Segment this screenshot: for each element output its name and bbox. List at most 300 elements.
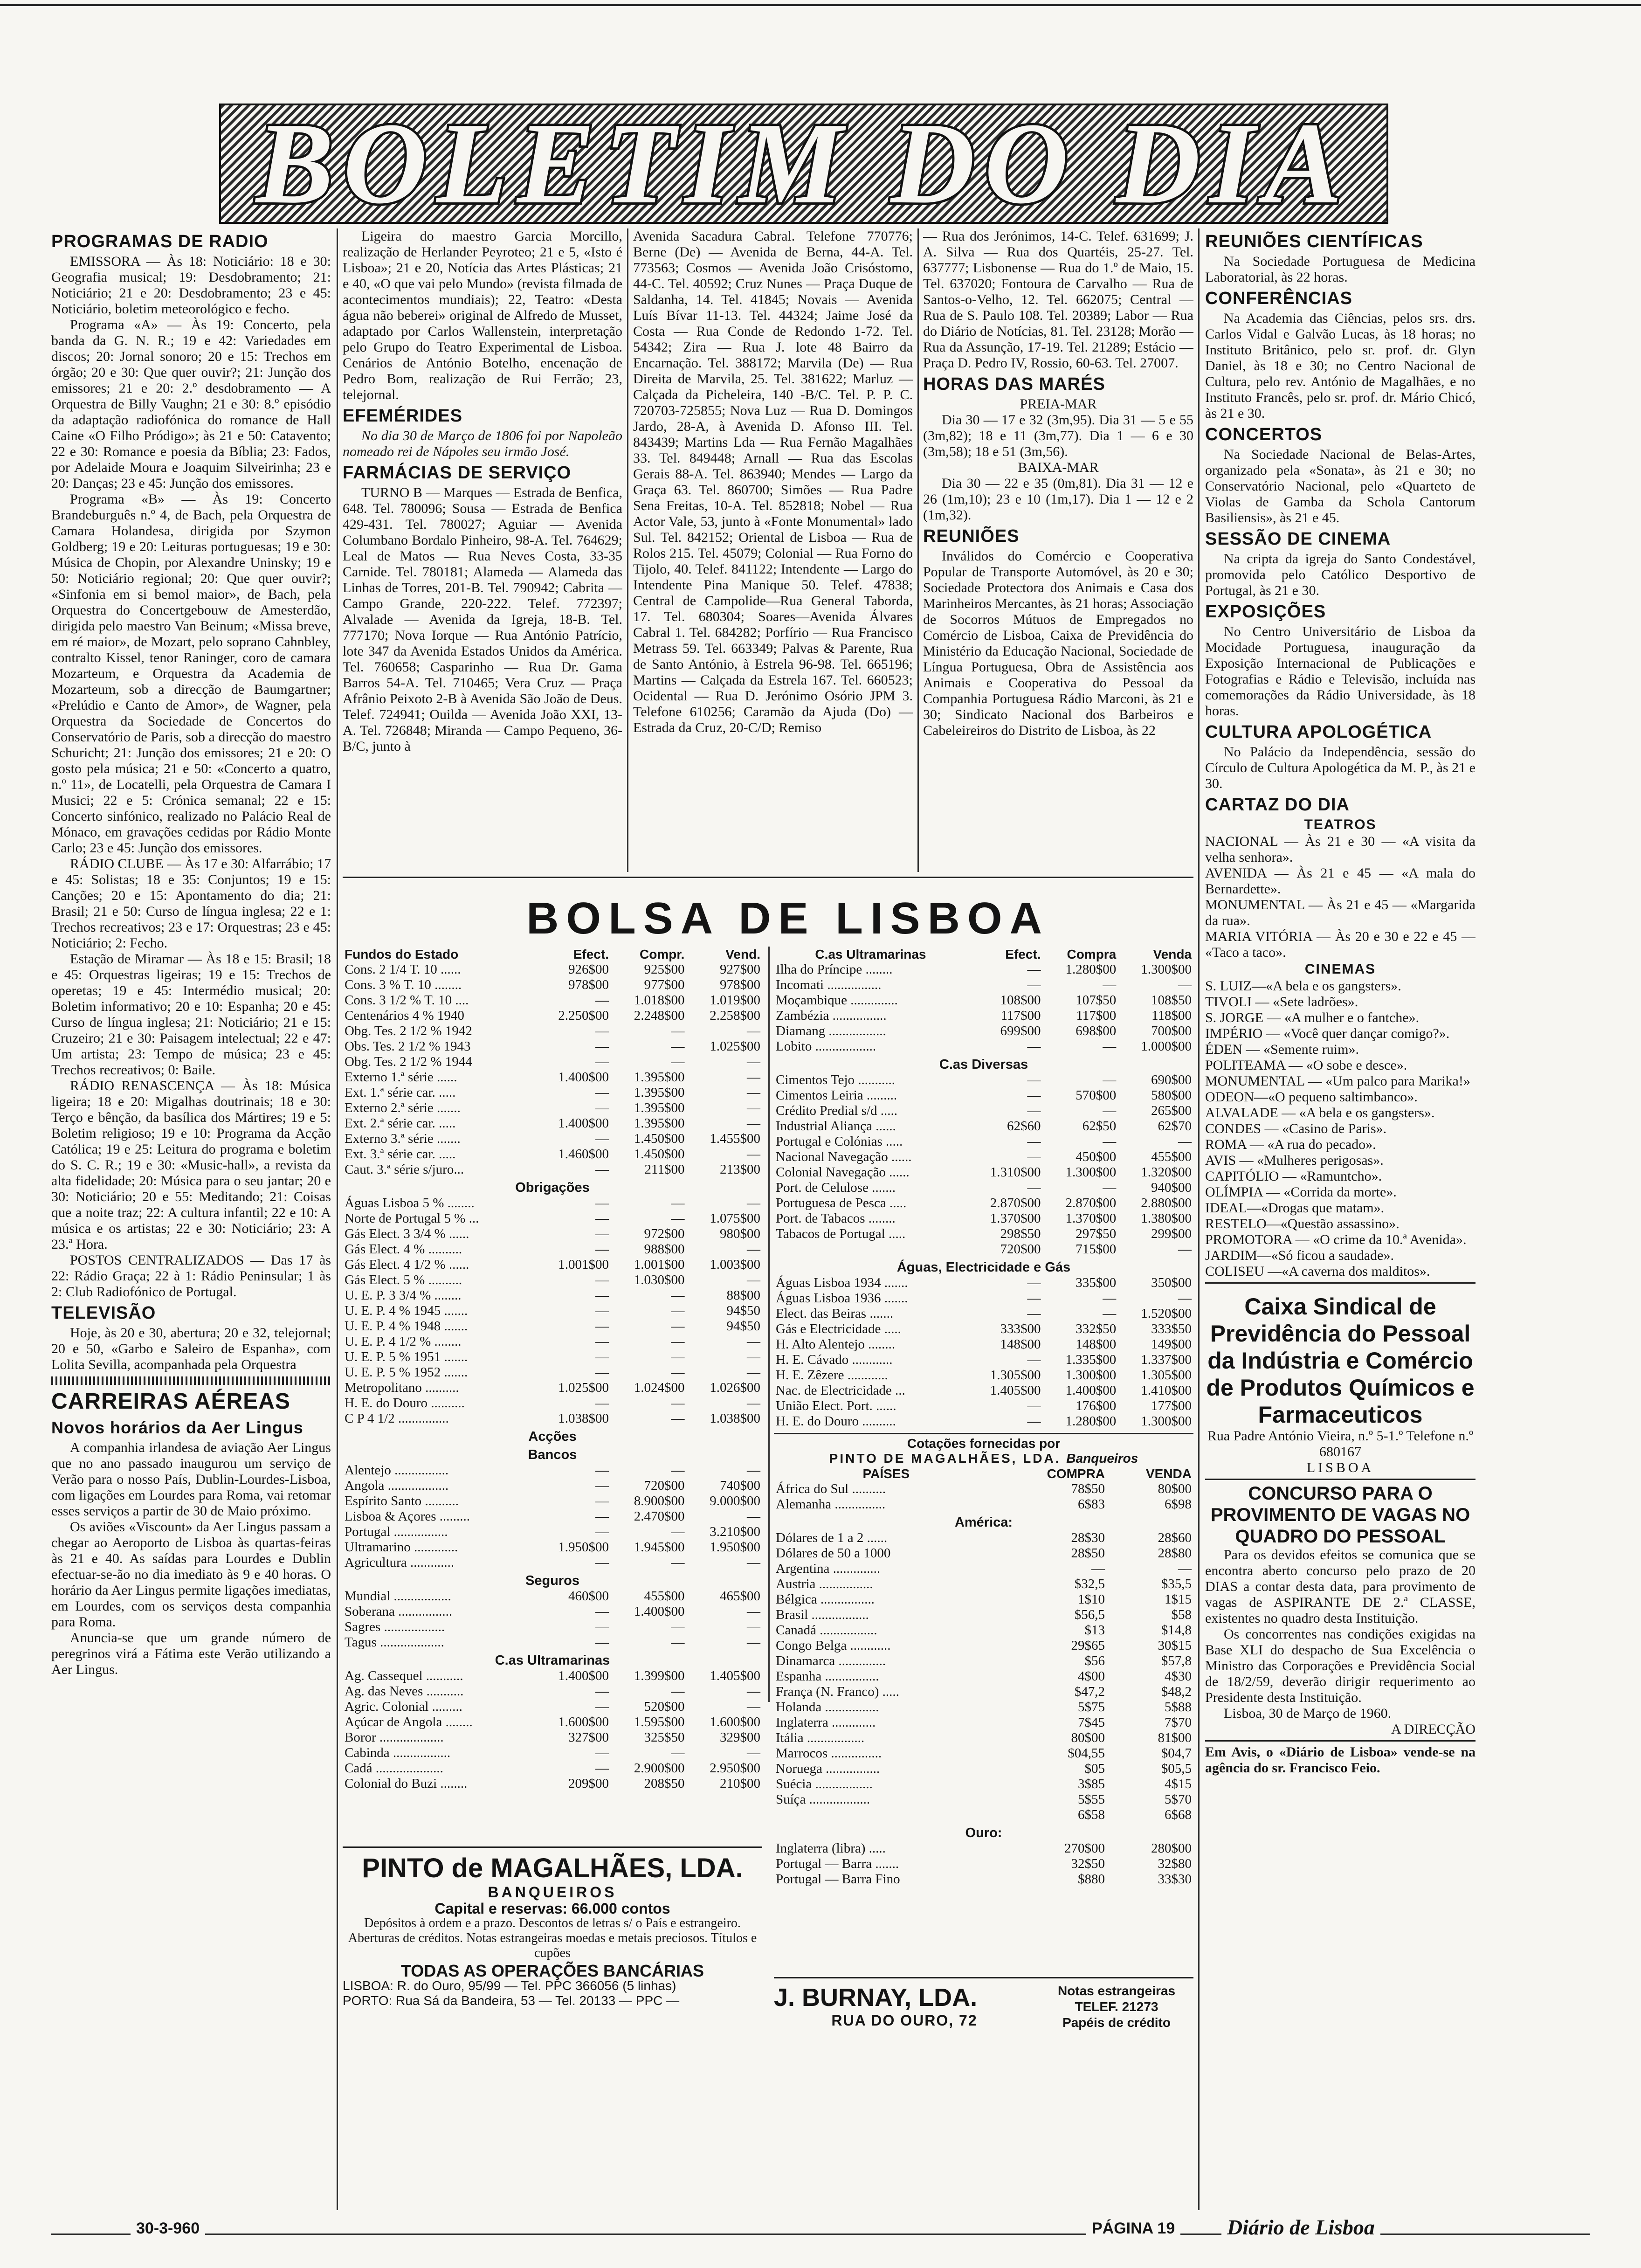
table-cell: Moçambique .............. <box>776 993 898 1008</box>
table-cell: — <box>1027 1149 1041 1164</box>
table-cell: 580$00 <box>1151 1088 1192 1103</box>
table-row <box>343 1715 762 1730</box>
farmacias-continued: Avenida Sacadura Cabral. Telefone 770776; Berne (De) — Avenida de Berna, 44-A. Tel. 773563; Cosmos — Avenida João Crisóstomo, 44-C. Tel. 40592; Cruz Nunes — Praça Duque de Saldanha, 14. Tel. 41845; Novais — Avenida Luís Bívar 11-13. Tel. 44324; Jaime José da Costa — Rua Conde de Redondo 1-72. Tel. 54342; Zira — Rua J. lote 48 Bairro da Encarnação. Tel. 388172; Marvila (De) — Rua Direita de Marvila, 25. Tel. 381622; Marluz — Calçada da Picheleira, 140 -B/C. Tel. P. P. C. 720703-725855; Nova Luz — Rua D. Domingos Jardo, 28-A, à Avenida D. Afonso III. Tel. 843439; Martins Lda — Rua Fernão Magalhães 33. Tel. 849448; Arnall — Rua das Escolas Gerais 88-A. Tel. 863940; Mendes — Largo da Graça 63. Tel. 860700; Simões — Rua Padre Sena Freitas, 10-A. Tel. 852818; Nobel — Rua Actor Vale, 53, junto à «Fonte Monumental» lado Sul. Tel. 842152; Oriental de Lisboa — Rua de Rolos 215. Tel. 45079; Colonial — Rua Forno do Tijolo, 40. Telef. 841122; Intendente — Largo do Intendente Pina Manique 50. Telef. 47838; Central de Campolide—Rua General Taborda, 17. Tel. 680304; Soares—Avenida Álvares Cabral 1. Tel. 684282; Porfírio — Rua Francisco Metrass 59. Tel. 663349; Palvas & Parente, Rua de Santo António, à Estrela 96-98. Tel. 665196; Martins — Calçada da Estrela 167. Tel. 660523; Ocidental — Rua D. Jerónimo Osório JPM 3. Telefone 610256; Caramão da Ajuda (Do) — Estrada da Cruz, 20-C/D; Remiso <box>633 228 913 735</box>
table-cell: 1.410$00 <box>1141 1383 1192 1398</box>
table-cell: 148$00 <box>1076 1337 1117 1352</box>
table-cell: Congo Belga ............ <box>776 1638 891 1653</box>
table-header: COMPRA <box>1047 1466 1105 1481</box>
concurso-heading: CONCURSO PARA O PROVIMENTO DE VAGAS NO QUADRO DO PESSOAL <box>1210 1483 1470 1547</box>
table-row <box>343 1039 762 1054</box>
table-cell: Portugal ................ <box>345 1524 448 1539</box>
table-cell: Boror ................... <box>345 1730 444 1745</box>
table-cell: U. E. P. 5 % 1951 ....... <box>345 1349 468 1364</box>
table-row <box>774 1746 1193 1761</box>
table-cell: 62$70 <box>1158 1119 1192 1134</box>
table-cell: 972$00 <box>644 1226 685 1241</box>
teatro-item: MARIA VITÓRIA — Às 20 e 30 e 22 e 45 — «Taco a taco». <box>1205 929 1476 960</box>
table-row <box>774 1180 1193 1196</box>
concurso-paragraph: Para os devidos efeitos se comunica que se encontra aberto concurso pelo prazo de 20 DIAS a contar desta data, para provimento de vagas de ASPIRANTE DE 2.ª CLASSE, existentes no quadro desta Instituição. <box>1205 1547 1476 1626</box>
table-cell: — <box>595 1211 609 1226</box>
cinema-item: IMPÉRIO — «Você quer dançar comigo?». <box>1205 1026 1450 1041</box>
exposicoes-heading: EXPOSIÇÕES <box>1205 602 1326 622</box>
table-row <box>343 1540 762 1555</box>
table-cell: Ag. das Neves ........... <box>345 1684 464 1699</box>
table-cell: 1.300$00 <box>1141 962 1192 977</box>
table-cell: Externo 3.ª série ....... <box>345 1131 461 1146</box>
table-cell: 5$75 <box>1078 1700 1105 1715</box>
table-cell: — <box>671 1684 685 1699</box>
table-cell: 94$50 <box>726 1303 760 1318</box>
table-cell: África do Sul .......... <box>776 1481 886 1496</box>
table-cell <box>774 1242 967 1257</box>
table-cell: 333$00 <box>1000 1321 1041 1336</box>
cinema-item: PROMOTORA — «O crime da 10.ª Avenida». <box>1205 1232 1467 1247</box>
table-cell: — <box>1027 1291 1041 1306</box>
table-cell: — <box>671 1288 685 1303</box>
column-agenda <box>1205 228 1476 2210</box>
table-cell: 78$50 <box>1071 1481 1105 1496</box>
table-cell: — <box>595 1396 609 1411</box>
table-cell: 350$00 <box>1151 1275 1192 1290</box>
table-cell: 1.001$00 <box>634 1257 685 1272</box>
concertos-heading: CONCERTOS <box>1205 425 1323 444</box>
table-cell: 210$00 <box>720 1776 760 1791</box>
table-row <box>774 1211 1193 1226</box>
table-cell: Metropolitano .......... <box>345 1380 459 1395</box>
table-cell: 1.950$00 <box>710 1540 760 1555</box>
table-row <box>343 1745 762 1761</box>
table-cell: — <box>671 1396 685 1411</box>
table-cell: — <box>1178 1561 1192 1576</box>
table-cell: 1.520$00 <box>1141 1306 1192 1321</box>
table-cell: 1.030$00 <box>634 1272 685 1287</box>
table-cell: Águas Lisboa 5 % ........ <box>345 1196 475 1210</box>
air-paragraph: A companhia irlandesa de aviação Aer Lingus que no ano passado inaugurou um serviço de Verão para o nosso País, Dublin-Lourdes-Lisboa, com ligações em Lourdes para Roma, vai retomar esses serviços a partir de 30 de Maio próximo. <box>51 1440 331 1519</box>
table-cell: Suíça .................. <box>776 1792 870 1807</box>
radio-paragraph: RÁDIO RENASCENÇA — Às 18: Música ligeira; 18 e 20: Migalhas doutrinais; 18 e 30: Terço e bênção, da basílica dos Mártires; 19 e 5: Boletim religioso; 19 e 10: Programa da Acção Católica; 19 e 25: Leitura do programa e boletim do S. C. R.; 19 e 30: «Music-hall», a revista da alta fidelidade; 20: Música para o seu jantar; 20 e 30: Noticiário; 20 e 55: Meditando; 21: Coisas que a noite traz; 22: A cultura infantil; 22 e 10: A música e os artistas; 22 e 30: Noticiário; 23: A 23.ª Hora. <box>51 1078 331 1252</box>
table-cell: 1.310$00 <box>990 1165 1041 1180</box>
bolsa-right-body <box>774 962 1193 1429</box>
concurso-paragraph: Os concorrentes nas condições exigidas na Base XLI do despacho de Sua Excelência o Ministro das Corporações e Previdência Social de 18/2/59, deverão dirigir requerimento ao Presidente desta Instituição. <box>1205 1626 1476 1705</box>
table-cell: 1.400$00 <box>558 1070 609 1085</box>
table-header: C.as Ultramarinas <box>815 947 926 961</box>
table-cell: 32$80 <box>1158 1856 1192 1871</box>
table-row <box>774 1823 1193 1841</box>
table-cell: — <box>1027 1398 1041 1413</box>
table-row <box>774 1730 1193 1746</box>
table-row <box>343 1463 762 1478</box>
table-row <box>774 1039 1193 1054</box>
table-cell: Nac. de Electricidade ... <box>776 1383 905 1398</box>
table-cell: 118$00 <box>1151 1008 1192 1023</box>
efemerides-text: No dia 30 de Março de 1806 foi por Napoleão nomeado rei de Nápoles seu irmão José. <box>343 428 622 459</box>
air-paragraph: Anuncia-se que um grande número de peregrinos virá a Fátima este Verão utilizando a Aer Lingus. <box>51 1630 331 1677</box>
table-header-row <box>774 1466 1193 1481</box>
column-divider <box>1198 228 1200 2210</box>
table-cell: 1.395$00 <box>634 1116 685 1131</box>
cinema-item: CAPITÓLIO — «Ramuntcho». <box>1205 1169 1382 1184</box>
table-row <box>774 1275 1193 1291</box>
table-cell: 715$00 <box>1076 1242 1117 1257</box>
table-cell: 28$30 <box>1071 1530 1105 1545</box>
teatros-label: TEATROS <box>1304 817 1377 832</box>
exposicoes-text: No Centro Universitário de Lisboa da Mocidade Portuguesa, inauguração da Exposição Internacional de Publicações e Fotografias e Rádio e Televisão, incluída nas comemorações da Rádio Universidade, às 18 horas. <box>1205 624 1476 719</box>
table-row <box>343 1147 762 1162</box>
table-cell: 1.025$00 <box>558 1380 609 1395</box>
cinema-item: POLITEAMA — «O sobe e desce». <box>1205 1058 1407 1073</box>
table-cell: 80$00 <box>1071 1730 1105 1745</box>
table-cell: $05 <box>1084 1761 1105 1776</box>
table-cell: — <box>747 1085 760 1100</box>
table-cell: H. E. do Douro .......... <box>776 1414 896 1429</box>
table-cell: — <box>747 1070 760 1085</box>
table-cell: Port. de Tabacos ........ <box>776 1211 896 1226</box>
table-cell: 1.950$00 <box>558 1540 609 1555</box>
table-cell: 2.248$00 <box>634 1008 685 1023</box>
table-cell: 2.950$00 <box>710 1761 760 1776</box>
table-cell: — <box>671 1303 685 1318</box>
table-cell: 6$83 <box>1078 1497 1105 1512</box>
table-cell: 149$00 <box>1151 1337 1192 1352</box>
table-row <box>774 1103 1193 1119</box>
table-cell: 2.258$00 <box>710 1008 760 1023</box>
table-row <box>774 1497 1193 1512</box>
table-cell: — <box>595 1684 609 1699</box>
table-cell: 335$00 <box>1076 1275 1117 1290</box>
table-cell: — <box>595 1494 609 1508</box>
table-cell: — <box>747 1100 760 1115</box>
table-cell: — <box>1103 1291 1117 1306</box>
table-cell: 299$00 <box>1151 1226 1192 1241</box>
table-cell: — <box>747 1699 760 1714</box>
table-cell: Soberana ................ <box>345 1604 453 1619</box>
table-cell: Diamang ................. <box>776 1023 886 1038</box>
table-cell: 2.870$00 <box>1065 1196 1117 1210</box>
table-cell: — <box>595 1604 609 1619</box>
radio-paragraph: POSTOS CENTRALIZADOS — Das 17 às 22: Rádio Graça; 22 à 1: Rádio Peninsular; 1 às 2: Club Radiofónico de Portugal. <box>51 1252 331 1300</box>
table-row <box>774 1291 1193 1306</box>
farmacias-heading: FARMÁCIAS DE SERVIÇO <box>343 463 572 483</box>
table-section-label: Ouro: <box>965 1825 1002 1840</box>
table-row <box>774 1134 1193 1149</box>
cientificas-heading: REUNIÕES CIENTÍFICAS <box>1205 232 1423 251</box>
cinema-item: IDEAL—«Drogas que matam». <box>1205 1200 1385 1216</box>
cinema-item: ALVALADE — «A bela e os gangsters». <box>1205 1105 1435 1120</box>
table-row <box>774 1481 1193 1497</box>
table-cell: — <box>595 1365 609 1380</box>
table-cell: U. E. P. 3 3/4 % ........ <box>345 1288 462 1303</box>
table-cell: — <box>1027 1275 1041 1290</box>
table-cell: Ext. 2.ª série car. ..... <box>345 1116 456 1131</box>
efemerides-heading: EFEMÉRIDES <box>343 406 463 426</box>
table-row <box>774 1761 1193 1777</box>
table-cell: Austria ................ <box>776 1577 873 1591</box>
table-cell: Gás Elect. 4 % .......... <box>345 1242 462 1257</box>
ad-burnay-right <box>1040 1983 1193 2031</box>
table-cell: C P 4 1/2 ............... <box>345 1411 449 1426</box>
table-header: Compra <box>1067 947 1117 961</box>
table-cell: — <box>671 1635 685 1650</box>
table-row <box>343 1555 762 1570</box>
table-cell: 88$00 <box>726 1288 760 1303</box>
ad-pinto-capital: Capital e reservas: 66.000 contos <box>434 1900 670 1917</box>
mares-heading: HORAS DAS MARÉS <box>923 374 1105 394</box>
table-section-label: América: <box>954 1515 1013 1530</box>
table-cell: 211$00 <box>644 1162 685 1177</box>
tv-continued: Ligeira do maestro Garcia Morcillo, realização de Herlander Peyroteo; 21 e 5, «Isto é Lisboa»; 21 e 20, Notícia das Artes Plásticas; 21 e 40, «O que vai pelo Mundo» (revista filmada de acontecimentos mundiais); 22, Teatro: «Desta água não beberei» original de Alfredo de Musset, adaptado por Carlos Wallenstein, interpretação pelo Grupo do Teatro Experimental de Lisboa. Cenários de António Botelho, encenação de Pedro Bom, realização de Rui Ferrão; 23, telejornal. <box>343 228 622 402</box>
caixa-address: Rua Padre António Vieira, n.º 5-1.º Telefone n.º 680167 <box>1207 1428 1474 1459</box>
table-cell: 1$15 <box>1165 1592 1192 1607</box>
table-cell: — <box>671 1463 685 1478</box>
table-cell: 1.337$00 <box>1141 1352 1192 1367</box>
table-cell: Inglaterra (libra) ..... <box>776 1841 886 1856</box>
cinema-session-text: Na cripta da igreja do Santo Condestável, promovida pelo Católico Desportivo de Portugal, às 21 e 30. <box>1205 551 1476 598</box>
bolsa-table-right <box>774 947 1193 1429</box>
table-header: Vend. <box>725 947 760 961</box>
table-cell: Incomati ................ <box>776 977 882 992</box>
table-cell: 1.450$00 <box>634 1131 685 1146</box>
table-cell: 1.300$00 <box>1065 1165 1117 1180</box>
table-row <box>774 993 1193 1008</box>
table-cell: 28$50 <box>1071 1546 1105 1561</box>
table-cell: 298$50 <box>1000 1226 1041 1241</box>
table-cell: $880 <box>1078 1872 1105 1887</box>
table-cell: — <box>747 1242 760 1257</box>
table-cell: Tabacos de Portugal ..... <box>776 1226 906 1241</box>
table-cell: 28$60 <box>1158 1530 1192 1545</box>
table-cell: 333$50 <box>1151 1321 1192 1336</box>
table-section-label: Acções <box>528 1429 577 1444</box>
table-row <box>774 1368 1193 1383</box>
table-row <box>774 1398 1193 1414</box>
column-farmacias <box>633 228 913 872</box>
table-cell: 2.250$00 <box>558 1008 609 1023</box>
table-row <box>343 962 762 977</box>
ad-burnay-left <box>774 1983 1035 2031</box>
table-cell: 460$00 <box>568 1589 609 1604</box>
table-row <box>343 1162 762 1177</box>
table-cell: Alentejo ................ <box>345 1463 449 1478</box>
table-cell: 81$00 <box>1158 1730 1192 1745</box>
column-divider <box>768 947 770 1702</box>
table-cell: — <box>747 1196 760 1210</box>
table-row <box>343 1211 762 1226</box>
table-cell: — <box>595 1288 609 1303</box>
table-cell: 1.380$00 <box>1141 1211 1192 1226</box>
cotacoes-firm <box>774 1451 1193 1466</box>
radio-paragraph: Programa «A» — Às 19: Concerto, pela banda da G. N. R.; 19 e 42: Variedades em discos; 20: Jornal sonoro; 20 e 15: Trechos em órgão; 20 e 30: Que quer ouvir?; 21: Junção dos emissores; 21 e 20: 2.º desdobramento — A Orquestra de Billy Vaughn; 21 e 30: 8.º episódio da adaptação radiofónica do romance de Hall Caine «O Filho Pródigo»; às 21 e 50: Catavento; 22 e 30: Romance e poesia da Bíblia; 23: Fados, por Adelaide Moura e Joaquim Silveirinha; 23 e 20: Danças; 23 e 45: Junção dos emissores. <box>51 317 331 491</box>
table-cell: 4$30 <box>1165 1669 1192 1684</box>
table-cell: — <box>1103 1072 1117 1087</box>
table-cell: Argentina .............. <box>776 1561 881 1576</box>
table-cell: — <box>595 1463 609 1478</box>
table-row <box>774 1054 1193 1072</box>
table-cell: $14,8 <box>1161 1623 1192 1638</box>
table-row <box>343 1196 762 1211</box>
table-cell: — <box>1027 1088 1041 1103</box>
cinema-item: AVIS — «Mulheres perigosas». <box>1205 1153 1384 1168</box>
table-cell: — <box>1027 1180 1041 1195</box>
ad-burnay-tel: TELEF. 21273 <box>1075 1999 1158 2014</box>
table-row <box>774 1072 1193 1088</box>
separator-bars <box>51 1376 331 1385</box>
table-cell: 1.335$00 <box>1065 1352 1117 1367</box>
tv-paragraph: Hoje, às 20 e 30, abertura; 20 e 32, telejornal; 20 e 50, «Garbo e Saleiro de Espanha», com Lolita Sevilla, acompanhada pela Orquestra <box>51 1325 331 1372</box>
table-row <box>343 1070 762 1085</box>
table-cell: — <box>1103 977 1117 992</box>
table-cell: Ag. Cassequel ........... <box>345 1668 463 1683</box>
table-row <box>774 1196 1193 1211</box>
table-row <box>774 962 1193 977</box>
table-cell: Portuguesa de Pesca ..... <box>776 1196 907 1210</box>
table-cell: 1.600$00 <box>710 1715 760 1729</box>
table-cell: 7$70 <box>1165 1715 1192 1730</box>
table-cell <box>774 1807 999 1823</box>
table-cell: 927$00 <box>720 962 760 977</box>
cinema-item: ODEON—«O pequeno saltimbanco». <box>1205 1089 1418 1105</box>
baixa-mar-label: BAIXA-MAR <box>1018 460 1099 475</box>
table-cell: 213$00 <box>720 1162 760 1177</box>
table-cell: — <box>1027 1134 1041 1149</box>
table-cell: — <box>595 1131 609 1146</box>
table-row <box>343 1365 762 1380</box>
table-row <box>343 1100 762 1116</box>
apologetica-heading: CULTURA APOLOGÉTICA <box>1205 722 1432 742</box>
table-row <box>343 1524 762 1540</box>
table-cell: H. Alto Alentejo ........ <box>776 1337 896 1352</box>
table-cell: 6$68 <box>1165 1807 1192 1822</box>
table-cell: Dólares de 50 a 1000 <box>776 1546 891 1561</box>
ad-pinto-porto: PORTO: Rua Sá da Bandeira, 53 — Tel. 20133 — PPC — <box>343 1993 680 2008</box>
table-row <box>774 1023 1193 1039</box>
table-row <box>774 1700 1193 1715</box>
table-cell: 117$00 <box>1000 1008 1041 1023</box>
table-cell: — <box>595 1524 609 1539</box>
table-cell: — <box>595 1509 609 1524</box>
preia-mar-text: Dia 30 — 17 e 32 (3m,95). Dia 31 — 5 e 55 (3m,82); 18 e 11 (3m,77). Dia 1 — 6 e 30 (3m,58); 18 e 51 (3m,56). <box>923 412 1193 459</box>
table-cell: 1.455$00 <box>710 1131 760 1146</box>
table-row <box>774 1512 1193 1530</box>
table-row <box>774 1872 1193 1887</box>
table-cell: — <box>671 1334 685 1349</box>
table-cell: 1.370$00 <box>990 1211 1041 1226</box>
table-cell: 29$65 <box>1071 1638 1105 1653</box>
table-row <box>774 1856 1193 1872</box>
table-row <box>343 1257 762 1272</box>
table-row <box>774 1841 1193 1856</box>
table-row <box>343 1635 762 1650</box>
table-cell: — <box>747 1054 760 1069</box>
table-row <box>774 1715 1193 1730</box>
table-cell: 280$00 <box>1151 1841 1192 1856</box>
radio-paragraph: EMISSORA — Às 18: Noticiário: 18 e 30: Geografia musical; 19: Desdobramento; 21: Noticiário; 21 e 20: Desdobramento; 23 e 45: Noticiário, boletim meteorológico e fecho. <box>51 254 331 317</box>
table-cell: 4$00 <box>1078 1669 1105 1684</box>
table-cell: — <box>671 1524 685 1539</box>
table-row <box>343 1730 762 1745</box>
table-cell: U. E. P. 4 % 1948 ....... <box>345 1319 468 1334</box>
table-cell: — <box>1103 1180 1117 1195</box>
table-cell: 5$70 <box>1165 1792 1192 1807</box>
table-cell: Industrial Aliança ...... <box>776 1119 896 1134</box>
table-row <box>774 1119 1193 1134</box>
table-cell: 1.280$00 <box>1065 962 1117 977</box>
table-cell: 265$00 <box>1151 1103 1192 1118</box>
table-row <box>343 1272 762 1288</box>
table-cell: Centenários 4 % 1940 <box>345 1008 464 1023</box>
table-cell: 520$00 <box>644 1699 685 1714</box>
table-cell: 1.395$00 <box>634 1070 685 1085</box>
cotacoes-header <box>774 1433 1193 1466</box>
table-cell: — <box>595 1242 609 1257</box>
table-header: Compr. <box>640 947 685 961</box>
table-cell: — <box>747 1555 760 1570</box>
radio-paragraph: Estação de Miramar — Às 18 e 15: Brasil; 18 e 45: Orquestras ligeiras; 19 e 15: Trechos de operetas; 19 e 45: Intermédio musical; 20: Boletim informativo; 20 e 10: Espanha; 20 e 45: Curso de língua inglesa; 21: Noticiário; 21 e 15: Cruzeiro; 21 e 30: Paisagem intelectual; 22 e 47: Um artista; 23: Tempo de música; 23 e 45: Trechos recreativos; 0: Baile. <box>51 951 331 1078</box>
baixa-mar-text: Dia 30 — 22 e 35 (0m,81). Dia 31 — 12 e 26 (1m,10); 23 e 10 (1m,17). Dia 1 — 12 e 2 (1m,32). <box>923 476 1193 523</box>
table-cell: — <box>595 1635 609 1650</box>
table-row <box>343 1509 762 1524</box>
table-row <box>343 1411 762 1426</box>
table-cell: 1.300$00 <box>1065 1368 1117 1383</box>
table-cell: 177$00 <box>1151 1398 1192 1413</box>
cinema-item: ÉDEN — «Semente ruim». <box>1205 1042 1359 1057</box>
table-cell: $56,5 <box>1074 1607 1105 1622</box>
table-cell: $48,2 <box>1161 1684 1192 1699</box>
cinema-session-heading: SESSÃO DE CINEMA <box>1205 529 1391 549</box>
table-cell: — <box>671 1211 685 1226</box>
rule <box>1205 1282 1476 1284</box>
table-cell: — <box>595 1349 609 1364</box>
table-cell: 455$00 <box>1151 1149 1192 1164</box>
table-cell: — <box>595 1023 609 1038</box>
table-cell: 80$00 <box>1158 1481 1192 1496</box>
table-cell: — <box>1027 1039 1041 1054</box>
cinema-item: OLÍMPIA — «Corrida da morte». <box>1205 1184 1397 1200</box>
table-cell: 1.001$00 <box>558 1257 609 1272</box>
table-cell: 62$50 <box>1082 1119 1117 1134</box>
radio-paragraph: Programa «B» — Às 19: Concerto Brandeburguês n.º 4, de Bach, pela Orquestra de Camara Holandesa, dirigida por Szymon Goldberg; 19 e 20: Leituras portuguesas; 19 e 30: Música de Chopin, por Alexandre Uninsky; 19 e 50: Noticiário regional; 20: Que quer ouvir?; «Sinfonia em si bemol maior», de Bach, pela Orquestra do Concertgebouw de Amesterdão, dirigida pelo maestro Van Beinum; «Missa breve, em ré maior», de Mozart, pelo soprano Cahnbley, contralto Kissel, tenor Raninger, coro de camara Mozarteum, e Orquestra da Academia de Mozarteum, sob a direcção de Baumgartner; «Prelúdio e Canto de Amor», de Wagner, pela Orquestra da Sociedade de Concertos do Conservatório de Paris, sob a direcção do maestro Schuricht; 21: Junção dos emissores; 21 e 20: O gosto pela música; 21 e 50: «Concerto a quatro, n.º 11», de Locatelli, pela Orquestra de Camara I Musici; 22 e 5: Crónica semanal; 22 e 15: Concerto sinfónico, realizado no Palácio Real de Mónaco, em gravações cedidas por Rádio Monte Carlo; 23 e 45: Junção dos emissores. <box>51 491 331 856</box>
table-cell: Marrocos ............... <box>776 1746 882 1761</box>
masthead-title: BOLETIM DO DIA <box>256 99 1351 228</box>
table-cell: Inglaterra ............. <box>776 1715 876 1730</box>
caixa-heading: Caixa Sindical de Previdência do Pessoal da Indústria e Comércio de Produtos Químicos e Farmaceuticos <box>1206 1293 1475 1428</box>
table-header: Venda <box>1153 947 1192 961</box>
table-cell: 1.305$00 <box>1141 1368 1192 1383</box>
bolsa-left-table <box>343 947 762 1791</box>
table-cell: Sagres .................. <box>345 1619 445 1634</box>
table-cell: 2.470$00 <box>634 1509 685 1524</box>
table-cell: Colonial Navegação ...... <box>776 1165 910 1180</box>
farmacias-text: TURNO B — Marques — Estrada de Benfica, 648. Tel. 780096; Sousa — Estrada de Benfica 429-431. Tel. 780027; Aguiar — Avenida Columbano Bordalo Pinheiro, 98-A. Tel. 764629; Leal de Matos — Rua Neves Costa, 33-35 Carnide. Tel. 780181; Alameda — Alameda das Linhas de Torres, 201-B. Tel. 790942; Cabrita — Campo Grande, 220-222. Telef. 772397; Alvalade — Avenida da Igreja, 18-B. Tel. 777170; Nova Iorque — Rua António Patrício, lote 347 da Avenida Estados Unidos da América. Tel. 760658; Casparinho — Rua Dr. Gama Barros 54-A. Tel. 710465; Vera Cruz — Praça Afrânio Peixoto 2-B à Avenida São João de Deus. Telef. 724941; Ouilda — Avenida João XXI, 13-A. Tel. 726848; Miranda — Campo Pequeno, 36-B/C, junto à <box>343 485 622 754</box>
table-cell: 28$80 <box>1158 1546 1192 1561</box>
table-cell: Brasil ................. <box>776 1607 869 1622</box>
table-cell: Nacional Navegação ...... <box>776 1149 912 1164</box>
table-cell: Externo 2.ª série ....... <box>345 1100 461 1115</box>
table-row <box>774 1623 1193 1638</box>
table-cell: 940$00 <box>1151 1180 1192 1195</box>
table-cell: — <box>747 1509 760 1524</box>
table-cell: 1.003$00 <box>710 1257 760 1272</box>
table-row <box>343 1242 762 1257</box>
table-cell: Cons. 3 % T. 10 ........ <box>345 977 462 992</box>
bolsa-title: BOLSA DE LISBOA <box>526 893 1049 943</box>
rule <box>1205 1740 1476 1742</box>
table-cell: Norte de Portugal 5 % ... <box>345 1211 479 1226</box>
table-row <box>774 977 1193 993</box>
table-cell: 332$50 <box>1076 1321 1117 1336</box>
table-cell: Águas Lisboa 1934 ....... <box>776 1275 908 1290</box>
table-cell: Angola .................. <box>345 1478 449 1493</box>
table-cell: — <box>1178 977 1192 992</box>
